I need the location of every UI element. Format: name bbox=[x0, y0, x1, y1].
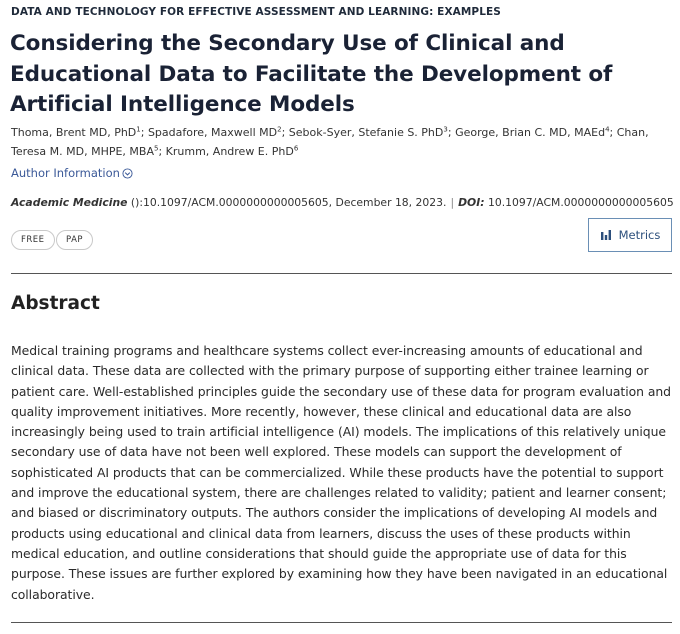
journal-name: Academic Medicine bbox=[11, 196, 128, 209]
divider bbox=[11, 273, 672, 274]
author-separator: ; bbox=[158, 145, 166, 158]
author-name[interactable]: Chan, Teresa M. MD, MHPE, MBA bbox=[11, 126, 649, 158]
author-item[interactable] bbox=[148, 126, 282, 139]
author-name[interactable]: George, Brian C. MD, MAEd bbox=[455, 126, 606, 139]
author-name[interactable]: Thoma, Brent MD, PhD bbox=[11, 126, 137, 139]
author-item[interactable] bbox=[289, 126, 448, 139]
author-separator: ; bbox=[140, 126, 148, 139]
citation-line bbox=[11, 196, 674, 209]
author-name[interactable]: Krumm, Andrew E. PhD bbox=[165, 145, 294, 158]
author-affiliation-marker: 6 bbox=[293, 144, 299, 153]
author-affiliation-marker: 2 bbox=[277, 125, 282, 134]
author-information-label[interactable]: Author Information bbox=[11, 166, 120, 180]
author-affiliation-marker: 1 bbox=[136, 125, 141, 134]
author-name[interactable]: Spadafore, Maxwell MD bbox=[147, 126, 278, 139]
author-affiliation-marker: 3 bbox=[443, 125, 448, 134]
abstract-text: Medical training programs and healthcare systems collect ever-increasing amounts of educational and clinical data. These data are collected with the primary purpose of supporting either trainee learning or patient care. Well-established principles guide the secondary use of these data for program evaluation and quality improvement initiatives. More recently, however, these clinical and educational data are also increasingly being used to train artificial intelligence (AI) models. The implications of this relatively unique secondary use of data have not been well explored. These models can support the development of sophisticated AI products that can be commercialized. While these products have the potential to support and improve the educational system, there are challenges related to validity; patient and learner consent; and biased or discriminatory outputs. The authors consider the implications of developing AI models and products using educational and clinical data from learners, discuss the uses of these products within medical education, and outline considerations that should guide the appropriate use of data for this purpose. These issues are further explored by examining how they have been navigated in an educational collaborative. bbox=[11, 343, 672, 602]
author-separator: ; bbox=[609, 126, 617, 139]
author-item[interactable] bbox=[11, 126, 141, 139]
author-affiliation-marker: 4 bbox=[605, 125, 610, 134]
author-list bbox=[11, 123, 671, 161]
citation-details: ():10.1097/ACM.0000000000005605, December 18, 2023. bbox=[127, 196, 447, 209]
article-title: Considering the Secondary Use of Clinical and Educational Data to Facilitate the Development of Artificial Intelligence Models bbox=[10, 31, 613, 117]
doi-label: DOI: bbox=[458, 196, 485, 209]
author-information-toggle[interactable] bbox=[11, 166, 133, 180]
doi-value: 10.1097/ACM.0000000000005605 bbox=[484, 196, 674, 209]
section-label[interactable]: DATA AND TECHNOLOGY FOR EFFECTIVE ASSESSMENT AND LEARNING: EXAMPLES bbox=[11, 6, 501, 18]
pap-badge: PAP bbox=[56, 230, 93, 250]
chevron-down-circle-icon[interactable] bbox=[122, 168, 133, 179]
author-item[interactable] bbox=[455, 126, 609, 139]
author-separator: ; bbox=[281, 126, 289, 139]
metrics-label: Metrics bbox=[618, 228, 661, 242]
bar-chart-icon bbox=[600, 229, 612, 241]
author-affiliation-marker: 5 bbox=[153, 144, 159, 153]
author-separator: ; bbox=[447, 126, 456, 139]
divider bbox=[11, 622, 672, 623]
metrics-button[interactable] bbox=[588, 218, 672, 252]
abstract-heading: Abstract bbox=[11, 293, 100, 314]
author-item[interactable] bbox=[166, 145, 299, 158]
author-name[interactable]: Sebok-Syer, Stefanie S. PhD bbox=[288, 126, 444, 139]
citation-separator: | bbox=[450, 196, 455, 209]
free-badge: FREE bbox=[11, 230, 55, 250]
